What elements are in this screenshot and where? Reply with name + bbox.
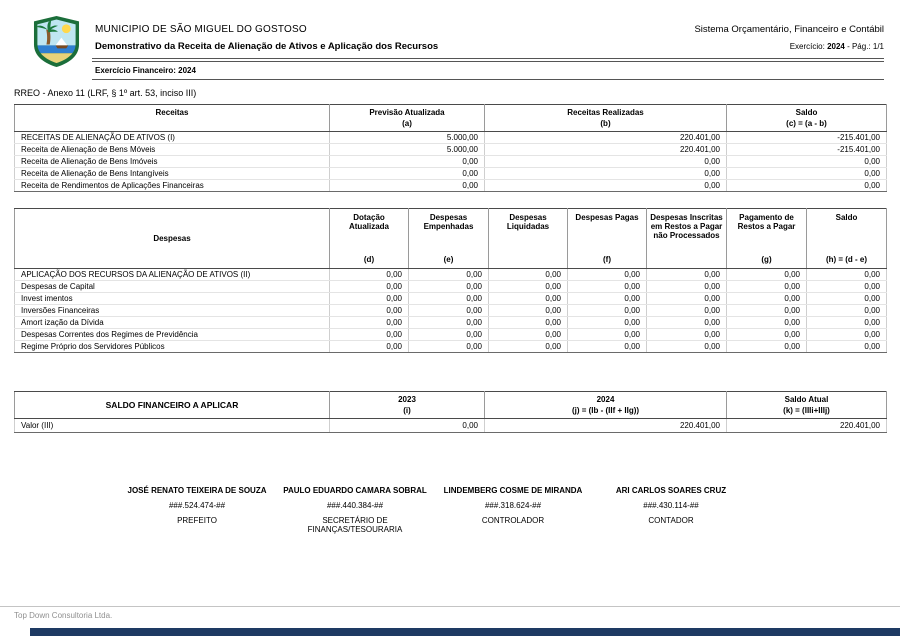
value-cell: 0,00	[489, 329, 568, 341]
value-cell: 0,00	[489, 341, 568, 353]
row-label: RECEITAS DE ALIENAÇÃO DE ATIVOS (I)	[15, 132, 330, 144]
table-row	[15, 168, 887, 180]
value-cell: 220.401,00	[727, 419, 887, 433]
value-cell: 0,00	[409, 305, 489, 317]
row-label: Receita de Alienação de Bens Intangíveis	[15, 168, 330, 180]
table-row	[15, 132, 887, 144]
value-cell: 0,00	[330, 341, 409, 353]
exercise-page-line	[694, 42, 884, 51]
value-cell: 0,00	[485, 168, 727, 180]
value-cell: 5.000,00	[330, 132, 485, 144]
value-cell: 0,00	[727, 341, 807, 353]
col-2023: 2023 (i)	[330, 392, 485, 419]
value-cell: 0,00	[568, 317, 647, 329]
value-cell: 0,00	[330, 293, 409, 305]
value-cell: 0,00	[727, 269, 807, 281]
value-cell: 0,00	[647, 317, 727, 329]
exercise-year: 2024	[827, 42, 845, 51]
receitas-table	[14, 104, 887, 192]
municipality-name: MUNICIPIO DE SÃO MIGUEL DO GOSTOSO	[95, 24, 307, 35]
value-cell: 0,00	[409, 293, 489, 305]
table-row	[15, 144, 887, 156]
signer-role: CONTADOR	[648, 516, 694, 525]
signature-secretario	[276, 486, 434, 534]
despesas-table	[14, 208, 887, 353]
signer-role: PREFEITO	[177, 516, 217, 525]
value-cell: 0,00	[647, 305, 727, 317]
saldo-financeiro-table	[14, 391, 887, 433]
value-cell: 0,00	[727, 168, 887, 180]
col-despesas-empenhadas: Despesas Empenhadas (e)	[409, 209, 489, 269]
value-cell: 0,00	[647, 269, 727, 281]
footer-divider	[0, 606, 900, 607]
table-row	[15, 317, 887, 329]
value-cell: -215.401,00	[727, 132, 887, 144]
col-receitas: Receitas	[15, 105, 330, 132]
value-cell: 0,00	[568, 329, 647, 341]
value-cell: 5.000,00	[330, 144, 485, 156]
signer-name: JOSÉ RENATO TEIXEIRA DE SOUZA	[127, 486, 267, 495]
table-row	[15, 156, 887, 168]
value-cell: 0,00	[568, 305, 647, 317]
value-cell: 220.401,00	[485, 132, 727, 144]
col-despesas-liquidadas: Despesas Liquidadas	[489, 209, 568, 269]
col-dotacao-atualizada: Dotação Atualizada (d)	[330, 209, 409, 269]
row-label: Regime Próprio dos Servidores Públicos	[15, 341, 330, 353]
signature-contador	[592, 486, 750, 534]
row-label: Inversões Financeiras	[15, 305, 330, 317]
value-cell: 0,00	[409, 341, 489, 353]
value-cell: 0,00	[727, 180, 887, 192]
footer-bar	[30, 628, 900, 636]
value-cell: 0,00	[330, 180, 485, 192]
col-pagamento-restos: Pagamento de Restos a Pagar (g)	[727, 209, 807, 269]
table-row	[15, 281, 887, 293]
col-saldo-financeiro: SALDO FINANCEIRO A APLICAR	[15, 392, 330, 419]
row-label: Receita de Alienação de Bens Imóveis	[15, 156, 330, 168]
row-label: Invest imentos	[15, 293, 330, 305]
value-cell: 0,00	[807, 293, 887, 305]
header-divider-double	[92, 61, 884, 62]
col-2024: 2024 (j) = (Ib - (IIf + IIg))	[485, 392, 727, 419]
signature-block	[118, 486, 750, 534]
table-row	[15, 180, 887, 192]
table-row	[15, 269, 887, 281]
signer-role: SECRETÁRIO DE FINANÇAS/TESOURARIA	[307, 516, 403, 534]
receitas-header-row	[15, 105, 887, 132]
annex-line: RREO - Anexo 11 (LRF, § 1º art. 53, inciso III)	[14, 88, 197, 98]
value-cell: 0,00	[727, 329, 807, 341]
row-label: Receita de Alienação de Bens Móveis	[15, 144, 330, 156]
table-row	[15, 293, 887, 305]
table-row	[15, 419, 887, 433]
signer-cpf: ###.430.114-##	[643, 501, 699, 510]
value-cell: 0,00	[568, 341, 647, 353]
value-cell: 0,00	[647, 293, 727, 305]
row-label: Receita de Rendimentos de Aplicações Financeiras	[15, 180, 330, 192]
value-cell: 0,00	[330, 317, 409, 329]
value-cell: 0,00	[489, 281, 568, 293]
value-cell: 0,00	[409, 281, 489, 293]
header-divider-top	[92, 58, 884, 59]
col-saldo-despesas: Saldo (h) = (d - e)	[807, 209, 887, 269]
row-label: Amort ização da Dívida	[15, 317, 330, 329]
signature-controlador	[434, 486, 592, 534]
value-cell: 0,00	[489, 293, 568, 305]
header-left	[95, 24, 438, 52]
signer-role: CONTROLADOR	[481, 516, 545, 525]
value-cell: 0,00	[489, 269, 568, 281]
col-restos-nao-processados: Despesas Inscritas em Restos a Pagar não Processados	[647, 209, 727, 269]
row-label: APLICAÇÃO DOS RECURSOS DA ALIENAÇÃO DE ATIVOS (II)	[15, 269, 330, 281]
value-cell: 0,00	[727, 156, 887, 168]
signer-name: LINDEMBERG COSME DE MIRANDA	[443, 486, 583, 495]
fiscal-year-label: Exercício Financeiro: 2024	[95, 66, 196, 75]
value-cell: 0,00	[330, 329, 409, 341]
col-despesas: Despesas	[15, 209, 330, 269]
value-cell: 220.401,00	[485, 419, 727, 433]
value-cell: 0,00	[568, 293, 647, 305]
table-row	[15, 341, 887, 353]
value-cell: 0,00	[807, 329, 887, 341]
header-divider-bottom	[92, 79, 884, 80]
signer-name: PAULO EDUARDO CAMARA SOBRAL	[283, 486, 427, 495]
row-label: Despesas de Capital	[15, 281, 330, 293]
value-cell: 0,00	[727, 293, 807, 305]
signer-cpf: ###.440.384-##	[326, 501, 384, 510]
value-cell: 0,00	[485, 156, 727, 168]
col-despesas-pagas: Despesas Pagas (f)	[568, 209, 647, 269]
value-cell: 0,00	[727, 317, 807, 329]
vendor-name: Top Down Consultoria Ltda.	[14, 611, 113, 620]
col-saldo: Saldo (c) = (a - b)	[727, 105, 887, 132]
value-cell: -215.401,00	[727, 144, 887, 156]
signer-cpf: ###.524.474-##	[168, 501, 226, 510]
report-title: Demonstrativo da Receita de Alienação de Ativos e Aplicação dos Recursos	[95, 41, 439, 52]
table-row	[15, 329, 887, 341]
value-cell: 0,00	[727, 305, 807, 317]
signature-prefeito	[118, 486, 276, 534]
value-cell: 0,00	[807, 317, 887, 329]
value-cell: 0,00	[330, 281, 409, 293]
despesas-header-row	[15, 209, 887, 269]
col-previsao-atualizada: Previsão Atualizada (a)	[330, 105, 485, 132]
value-cell: 0,00	[727, 281, 807, 293]
value-cell: 0,00	[807, 305, 887, 317]
value-cell: 0,00	[409, 329, 489, 341]
value-cell: 0,00	[330, 269, 409, 281]
value-cell: 220.401,00	[485, 144, 727, 156]
value-cell: 0,00	[409, 317, 489, 329]
value-cell: 0,00	[409, 269, 489, 281]
value-cell: 0,00	[807, 281, 887, 293]
col-saldo-atual: Saldo Atual (k) = (IIIi+IIIj)	[727, 392, 887, 419]
signer-cpf: ###.318.624-##	[484, 501, 542, 510]
value-cell: 0,00	[568, 269, 647, 281]
row-label: Despesas Correntes dos Regimes de Previdência	[15, 329, 330, 341]
value-cell: 0,00	[568, 281, 647, 293]
col-receitas-realizadas: Receitas Realizadas (b)	[485, 105, 727, 132]
municipal-crest-icon	[33, 15, 80, 68]
saldo-header-row	[15, 392, 887, 419]
value-cell: 0,00	[330, 419, 485, 433]
exercise-label: Exercício:	[789, 42, 828, 51]
value-cell: 0,00	[489, 317, 568, 329]
value-cell: 0,00	[330, 156, 485, 168]
table-row	[15, 305, 887, 317]
system-name: Sistema Orçamentário, Financeiro e Contábil	[694, 24, 884, 35]
value-cell: 0,00	[807, 341, 887, 353]
value-cell: 0,00	[647, 329, 727, 341]
value-cell: 0,00	[807, 269, 887, 281]
value-cell: 0,00	[485, 180, 727, 192]
value-cell: 0,00	[489, 305, 568, 317]
value-cell: 0,00	[647, 341, 727, 353]
page-indicator: - Pág.: 1/1	[844, 42, 884, 51]
header-right	[694, 24, 884, 51]
value-cell: 0,00	[330, 168, 485, 180]
row-label: Valor (III)	[15, 419, 330, 433]
signer-name: ARI CARLOS SOARES CRUZ	[615, 486, 727, 495]
value-cell: 0,00	[647, 281, 727, 293]
value-cell: 0,00	[330, 305, 409, 317]
